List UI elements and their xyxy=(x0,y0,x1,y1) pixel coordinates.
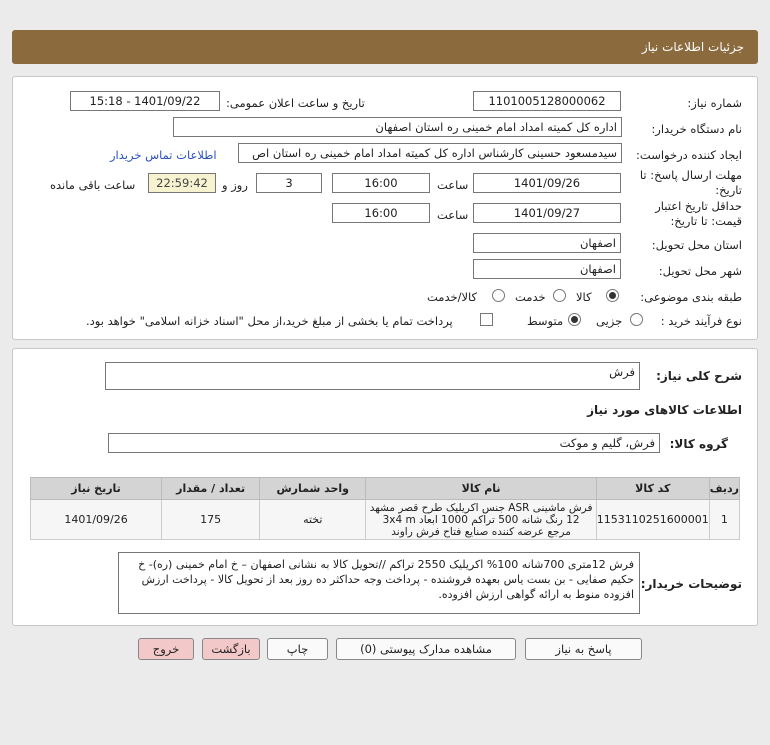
cell-row: 1 xyxy=(709,500,739,540)
buyer-desc-field: فرش 12متری 700شانه 100% اکریلیک 2550 تراکم //تحویل کالا به نشانی اصفهان – خ امام خمینی (ره)- خ حکیم صفایی - بن بست یاس بعهده فروشنده - پرداخت وجه حداکثر ده روز بعد از تحویل کالا - پرداخت ارزش افزوده منوط به ارائه گواهی ارزش افزوده. xyxy=(118,552,640,614)
buyer-desc-label: توضیحات خریدار: xyxy=(640,577,742,591)
deadline-time-field: 16:00 xyxy=(332,173,430,193)
process-option-medium: متوسط xyxy=(527,314,564,328)
validity-date-field: 1401/09/27 xyxy=(473,203,621,223)
process-label: نوع فرآیند خرید : xyxy=(660,314,742,328)
process-option-minor: جزیی xyxy=(596,314,623,328)
group-label: گروه کالا: xyxy=(669,437,728,451)
page-header xyxy=(12,30,758,64)
category-option-service: خدمت xyxy=(515,290,546,304)
category-radio-service[interactable] xyxy=(553,289,566,302)
days-label: روز و xyxy=(222,178,248,192)
group-field: فرش، گلیم و موکت xyxy=(108,433,660,453)
contact-buyer-link[interactable]: اطلاعات تماس خریدار xyxy=(110,148,217,162)
deadline-label: مهلت ارسال پاسخ: تا xyxy=(639,168,742,182)
cell-qty: 175 xyxy=(162,500,260,540)
print-button[interactable]: چاپ xyxy=(267,638,328,660)
creator-field: سیدمسعود حسینی کارشناس اداره کل کمیته امداد امام خمینی ره استان اص xyxy=(238,143,622,163)
category-label: طبقه بندی موضوعی: xyxy=(640,290,742,304)
remaining-time-field: 22:59:42 xyxy=(148,173,216,193)
cell-date: 1401/09/26 xyxy=(31,500,162,540)
process-radio-medium[interactable] xyxy=(568,313,581,326)
buyer-label: نام دستگاه خریدار: xyxy=(651,122,742,136)
reply-button[interactable]: پاسخ به نیاز xyxy=(525,638,642,660)
summary-field: فرش xyxy=(105,362,640,390)
process-radio-minor[interactable] xyxy=(630,313,643,326)
page-title: جزئیات اطلاعات نیاز xyxy=(641,40,744,54)
cell-code: 1153110251600001 xyxy=(596,500,709,540)
back-button[interactable]: بازگشت xyxy=(202,638,260,660)
city-label: شهر محل تحویل: xyxy=(658,264,742,278)
validity-time-field: 16:00 xyxy=(332,203,430,223)
validity-label: حداقل تاریخ اعتبار xyxy=(655,199,742,213)
col-unit: واحد شمارش xyxy=(260,478,366,500)
col-qty: تعداد / مقدار xyxy=(162,478,260,500)
validity-time-label: ساعت xyxy=(437,208,469,222)
creator-label: ایجاد کننده درخواست: xyxy=(636,148,742,162)
days-field: 3 xyxy=(256,173,322,193)
treasury-payment-checkbox[interactable] xyxy=(480,313,493,326)
province-field: اصفهان xyxy=(473,233,621,253)
province-label: استان محل تحویل: xyxy=(651,238,742,252)
col-code: کد کالا xyxy=(596,478,709,500)
col-row: ردیف xyxy=(709,478,739,500)
goods-table xyxy=(30,477,740,540)
remaining-label: ساعت باقی مانده xyxy=(50,178,136,192)
summary-label: شرح کلی نیاز: xyxy=(656,369,742,383)
buyer-field: اداره کل کمیته امداد امام خمینی ره استان اصفهان xyxy=(173,117,622,137)
col-name: نام کالا xyxy=(366,478,596,500)
payment-note: پرداخت تمام یا بخشی از مبلغ خرید،از محل "اسناد خزانه اسلامی" خواهد بود. xyxy=(86,314,453,328)
view-documents-button[interactable]: مشاهده مدارک پیوستی (0) xyxy=(336,638,516,660)
need-no-label: شماره نیاز: xyxy=(687,96,742,110)
category-radio-goods[interactable] xyxy=(606,289,619,302)
col-date: تاریخ نیاز xyxy=(31,478,162,500)
category-option-both: کالا/خدمت xyxy=(427,290,478,304)
category-radio-both[interactable] xyxy=(492,289,505,302)
city-field: اصفهان xyxy=(473,259,621,279)
announce-label: تاریخ و ساعت اعلان عمومی: xyxy=(226,96,365,110)
announce-field: 1401/09/22 - 15:18 xyxy=(70,91,220,111)
goods-info-title: اطلاعات کالاهای مورد نیاز xyxy=(587,403,742,417)
category-option-goods: کالا xyxy=(576,290,592,304)
validity-label-2: قیمت: تا تاریخ: xyxy=(670,214,742,228)
deadline-time-label: ساعت xyxy=(437,178,469,192)
table-row xyxy=(31,500,740,540)
deadline-label-2: تاریخ: xyxy=(715,183,742,197)
exit-button[interactable]: خروج xyxy=(138,638,194,660)
need-no-field: 1101005128000062 xyxy=(473,91,621,111)
cell-unit: تخته xyxy=(260,500,366,540)
cell-name: فرش ماشینی ASR جنس اکریلیک طرح قصر مشهد 12 رنگ شانه 500 تراکم 1000 ابعاد 3x4 m مرجع عرضه کننده صنایع فتاح فرش راوند xyxy=(366,500,596,540)
deadline-date-field: 1401/09/26 xyxy=(473,173,621,193)
